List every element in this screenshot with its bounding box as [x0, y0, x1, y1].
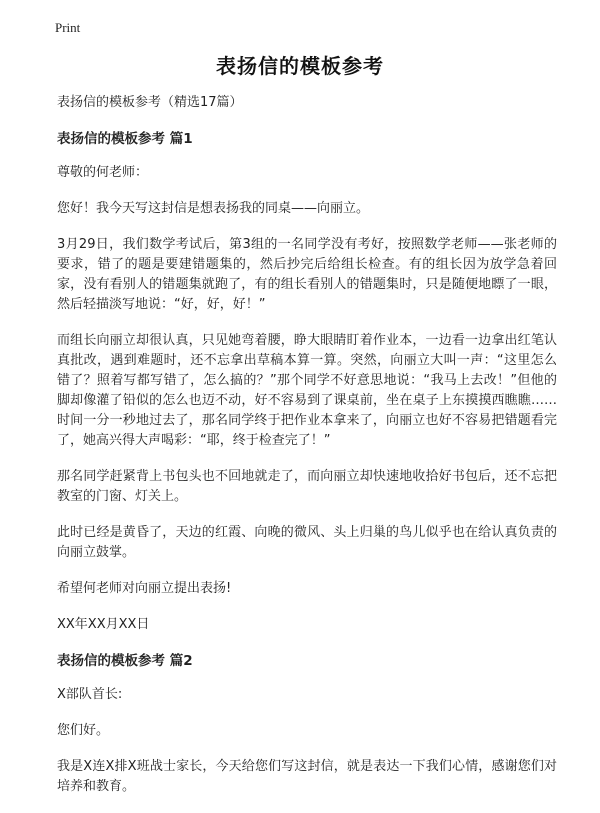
paragraph: 此时已经是黄昏了，天边的红霞、向晚的微风、头上归巢的鸟儿似乎也在给认真负责的向丽立鼓掌。 [57, 525, 557, 560]
paragraph: 而组长向丽立却很认真，只见她弯着腰，睁大眼睛盯着作业本，一边看一边拿出红笔认真批改，遇到难题时，还不忘拿出草稿本算一算。突然，向丽立大叫一声：“这里怎么错了？照着写都写错了，怎么搞的？”那个同学不好意思地说：“我马上去改！”但他的脚却像灌了铅似的怎么也迈不动，好不容易到了课桌前，坐在桌子上东摸摸西瞧瞧……时间一分一秒地过去了，那名同学终于把作业本拿来了，向丽立也好不容易把错题看完了，她高兴得大声喝彩：“耶，终于检查完了！” [57, 333, 557, 448]
salutation: 尊敬的何老师： [57, 165, 149, 180]
date-line: XX年XX月XX日 [57, 617, 150, 632]
print-link[interactable]: Print [55, 20, 81, 35]
paragraph: 那名同学赶紧背上书包头也不回地就走了，而向丽立却快速地收拾好书包后，还不忘把教室的门窗、灯关上。 [57, 469, 557, 504]
paragraph: 我是X连X排X班战士家长，今天给您们写这封信，就是表达一下我们心情，感谢您们对培养和教育。 [57, 759, 557, 794]
section-heading-1: 表扬信的模板参考 篇1 [57, 131, 193, 147]
page-title: 表扬信的模板参考 [216, 54, 384, 78]
document-body [57, 93, 557, 813]
salutation: X部队首长: [57, 687, 123, 702]
section-heading-2: 表扬信的模板参考 篇2 [57, 653, 193, 669]
paragraph: 您们好。 [57, 723, 110, 738]
paragraph: 您好！我今天写这封信是想表扬我的同桌——向丽立。 [57, 201, 370, 216]
paragraph: 希望何老师对向丽立提出表扬! [57, 581, 232, 596]
paragraph: 3月29日，我们数学考试后，第3组的一名同学没有考好，按照数学老师——张老师的要求，错了的题是要建错题集的，然后抄完后给组长检查。有的组长因为放学急着回家，没有看别人的错题集就跑了，有的组长看别人的错题集时，只是随便地瞟了一眼，然后轻描淡写地说：“好，好，好！” [57, 237, 557, 312]
document-subtitle: 表扬信的模板参考（精选17篇） [57, 95, 243, 110]
